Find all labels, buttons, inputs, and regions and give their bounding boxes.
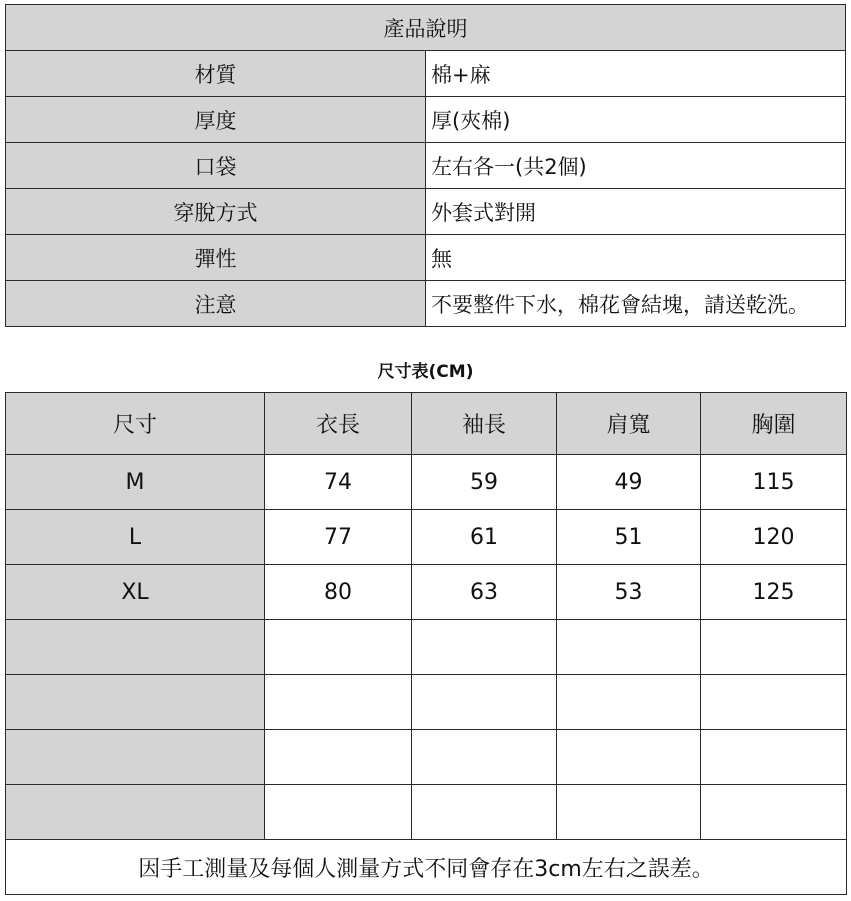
length-cell	[265, 785, 412, 840]
description-value: 厚(夾棉)	[426, 97, 846, 143]
length-cell: 80	[265, 565, 412, 620]
shoulder-cell	[557, 675, 701, 730]
description-value: 外套式對開	[426, 189, 846, 235]
sleeve-cell: 61	[412, 510, 557, 565]
description-label: 材質	[6, 51, 426, 97]
size-cell: L	[6, 510, 265, 565]
product-description-table	[5, 4, 846, 327]
length-cell: 77	[265, 510, 412, 565]
sleeve-cell	[412, 620, 557, 675]
size-header-row	[6, 393, 847, 455]
chest-cell	[701, 675, 847, 730]
shoulder-cell: 49	[557, 455, 701, 510]
description-label: 穿脫方式	[6, 189, 426, 235]
description-label: 注意	[6, 281, 426, 327]
shoulder-cell: 53	[557, 565, 701, 620]
measurement-note: 因手工測量及每個人測量方式不同會存在3cm左右之誤差。	[6, 840, 847, 895]
sleeve-cell: 63	[412, 565, 557, 620]
sleeve-cell: 59	[412, 455, 557, 510]
description-row	[6, 51, 846, 97]
header-chest: 胸圍	[701, 393, 847, 455]
size-row	[6, 565, 847, 620]
chest-cell: 115	[701, 455, 847, 510]
size-row-empty	[6, 620, 847, 675]
shoulder-cell	[557, 620, 701, 675]
sleeve-cell	[412, 730, 557, 785]
shoulder-cell	[557, 785, 701, 840]
length-cell	[265, 675, 412, 730]
shoulder-cell	[557, 730, 701, 785]
sleeve-cell	[412, 675, 557, 730]
size-cell: M	[6, 455, 265, 510]
description-row	[6, 281, 846, 327]
size-row-empty	[6, 675, 847, 730]
description-value: 無	[426, 235, 846, 281]
chest-cell: 125	[701, 565, 847, 620]
size-chart-table	[5, 392, 847, 895]
size-cell	[6, 620, 265, 675]
measurement-note-row	[6, 840, 847, 895]
chest-cell: 120	[701, 510, 847, 565]
length-cell: 74	[265, 455, 412, 510]
shoulder-cell: 51	[557, 510, 701, 565]
chest-cell	[701, 730, 847, 785]
size-row-empty	[6, 785, 847, 840]
description-row	[6, 97, 846, 143]
chest-cell	[701, 785, 847, 840]
description-title: 產品說明	[6, 5, 846, 51]
size-row	[6, 455, 847, 510]
description-label: 彈性	[6, 235, 426, 281]
size-cell	[6, 730, 265, 785]
sleeve-cell	[412, 785, 557, 840]
size-row-empty	[6, 730, 847, 785]
size-chart-title: 尺寸表(CM)	[377, 362, 474, 382]
description-label: 口袋	[6, 143, 426, 189]
description-row	[6, 235, 846, 281]
description-value: 左右各一(共2個)	[426, 143, 846, 189]
description-value: 不要整件下水，棉花會結塊，請送乾洗。	[426, 281, 846, 327]
length-cell	[265, 620, 412, 675]
header-length: 衣長	[265, 393, 412, 455]
length-cell	[265, 730, 412, 785]
size-cell	[6, 675, 265, 730]
header-sleeve: 袖長	[412, 393, 557, 455]
header-size: 尺寸	[6, 393, 265, 455]
size-cell: XL	[6, 565, 265, 620]
description-row	[6, 189, 846, 235]
size-cell	[6, 785, 265, 840]
description-label: 厚度	[6, 97, 426, 143]
size-row	[6, 510, 847, 565]
description-value: 棉+麻	[426, 51, 846, 97]
description-row	[6, 143, 846, 189]
description-header-row	[6, 5, 846, 51]
chest-cell	[701, 620, 847, 675]
header-shoulder: 肩寬	[557, 393, 701, 455]
